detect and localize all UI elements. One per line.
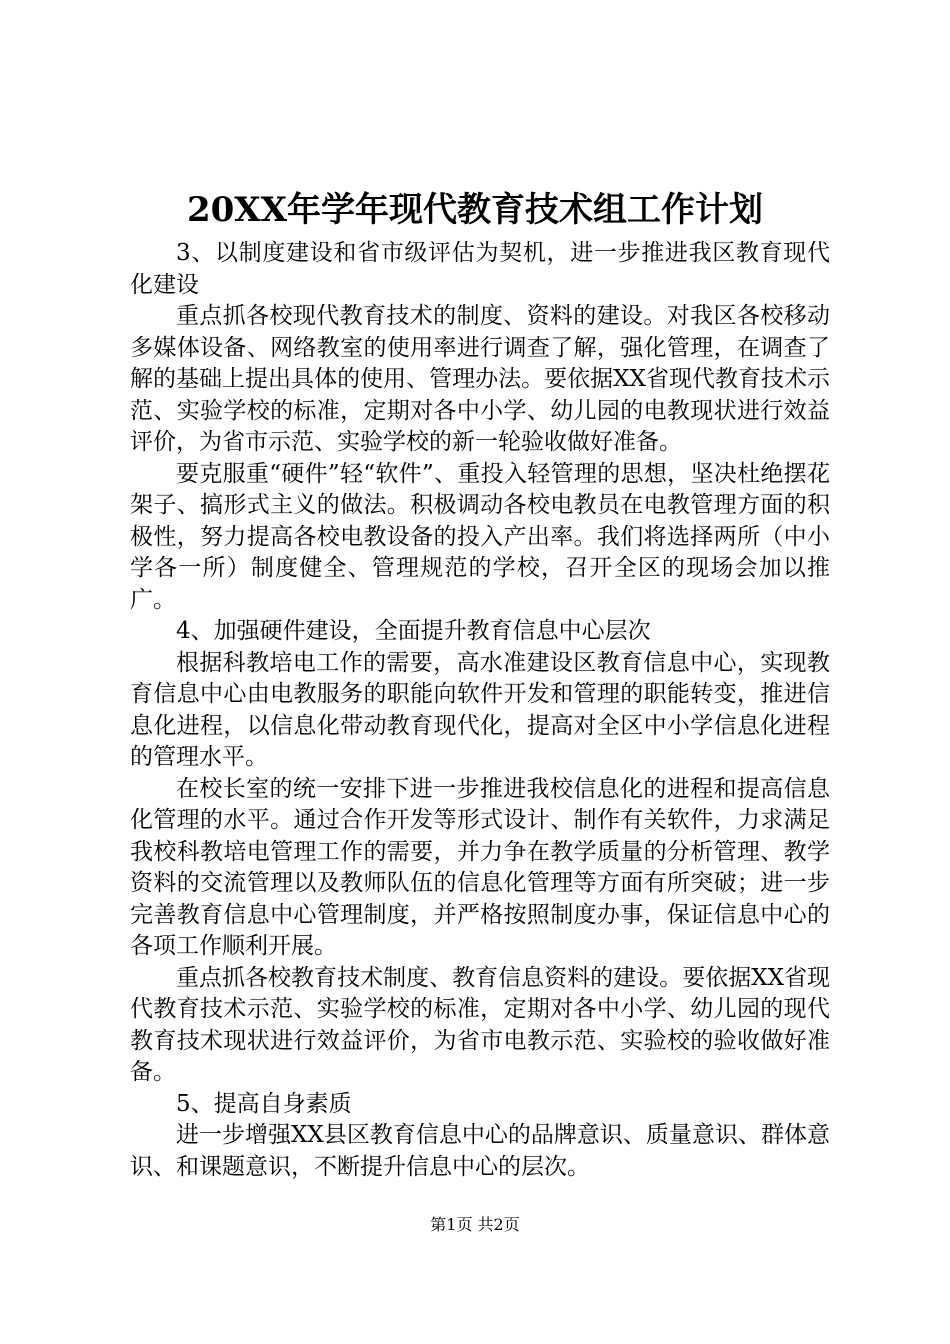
section-heading-4: 4、加强硬件建设，全面提升教育信息中心层次: [176, 618, 651, 644]
paragraph: 要克服重“硬件”轻“软件”、重投入轻管理的思想，坚决杜绝摆花架子、搞形式主义的做法。积极调动各校电教员在电教管理方面的积极性，努力提高各校电教设备的投入产出率。我们将选择两所（中小学各一所）制度健全、管理规范的学校，召开全区的现场会加以推广。: [130, 460, 830, 613]
paragraph: 根据科教培电工作的需要，高水准建设区教育信息中心，实现教育信息中心由电教服务的职能向软件开发和管理的职能转变，推进信息化进程，以信息化带动教育现代化，提高对全区中小学信息化进程的管理水平。: [130, 649, 830, 770]
paragraph: 进一步增强XX县区教育信息中心的品牌意识、质量意识、群体意识、和课题意识，不断提升信息中心的层次。: [130, 1122, 830, 1180]
paragraph: 重点抓各校教育技术制度、教育信息资料的建设。要依据XX省现代教育技术示范、实验学校的标准，定期对各中小学、幼儿园的现代教育技术现状进行效益评价，为省市电教示范、实验校的验收做好准备。: [130, 964, 830, 1085]
paragraph: 在校长室的统一安排下进一步推进我校信息化的进程和提高信息化管理的水平。通过合作开发等形式设计、制作有关软件，力求满足我校科教培电管理工作的需要，并力争在教学质量的分析管理、教学资料的交流管理以及教师队伍的信息化管理等方面有所突破；进一步完善教育信息中心管理制度，并严格按照制度办事，保证信息中心的各项工作顺利开展。: [130, 775, 830, 959]
document-title: 20XX年学年现代教育技术组工作计划: [186, 190, 764, 230]
document-body: [130, 238, 830, 1183]
section-heading-5: 5、提高自身素质: [176, 1090, 352, 1117]
page-footer: 第1页 共2页: [430, 1215, 520, 1234]
section-heading-3: 3、以制度建设和省市级评估为契机，进一步推进我区教育现代化建设: [130, 240, 830, 298]
paragraph: 重点抓各校现代教育技术的制度、资料的建设。对我区各校移动多媒体设备、网络教室的使用率进行调查了解，强化管理，在调查了解的基础上提出具体的使用、管理办法。要依据XX省现代教育技术示范、实验学校的标准，定期对各中小学、幼儿园的电教现状进行效益评价，为省市示范、实验学校的新一轮验收做好准备。: [130, 303, 830, 455]
